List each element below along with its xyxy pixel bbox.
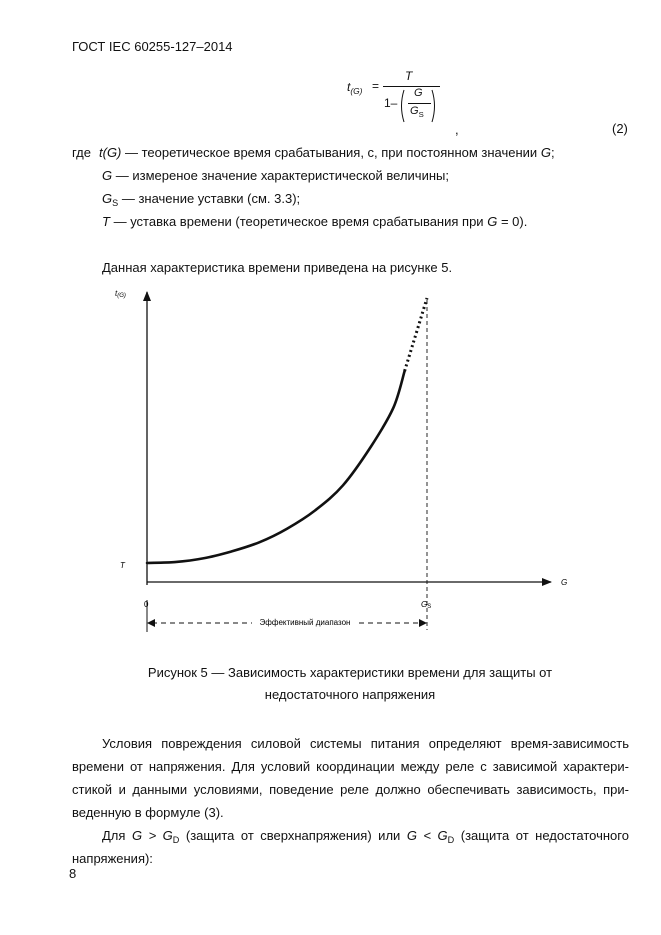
- formula-one-minus: 1–: [384, 96, 398, 110]
- y-tick-label: T: [120, 561, 125, 570]
- curve-solid-series: [147, 371, 405, 563]
- y-axis-label: t(G): [115, 289, 126, 299]
- page-number: 8: [69, 866, 77, 881]
- paragraph-line: стикой и данными условиями, поведение реле должно обеспечивать зависимость, при-: [72, 782, 629, 797]
- formula-comma: ,: [455, 122, 459, 137]
- formula-inner-denominator: $G_S$: [410, 105, 424, 119]
- data-point-dotted-1: [413, 343, 414, 344]
- paragraph-line: Для $G > G_D$ (защита от сверхнапряжения) или $G < G_D$ (защита от недостаточного: [102, 828, 629, 845]
- paragraph-line: Условия повреждения силовой системы питания определяют время-зависимость: [102, 736, 629, 751]
- document-code: ГОСТ IEC 60255-127–2014: [72, 39, 233, 54]
- legend-item: G — измереное значение характеристической величины;: [102, 168, 449, 183]
- figure-caption-line-2: недостаточного напряжения: [264, 687, 436, 702]
- formula-number: (2): [612, 121, 628, 136]
- body-paragraph-2: [72, 824, 629, 870]
- figure-intro-text: Данная характеристика времени приведена на рисунке 5.: [102, 260, 453, 275]
- curve-dotted-series: [405, 298, 427, 371]
- range-left-arrow: [147, 619, 155, 627]
- legend-item: $G_S$ — значение уставки (см. 3.3);: [102, 191, 301, 208]
- x-setting-label: GS: [421, 600, 432, 610]
- range-right-arrow: [419, 619, 427, 627]
- figure-caption-line-1: Рисунок 5 — Зависимость характеристики времени для защиты от: [147, 665, 553, 680]
- paragraph-line: веденную в формуле (3).: [72, 805, 224, 820]
- formula-numerator: T: [405, 69, 413, 83]
- formula-lhs: $t_{(G)}$: [347, 80, 363, 96]
- paragraph-line: времени от напряжения. Для условий координации между реле с зависимой характери-: [72, 759, 629, 774]
- legend-item: T — уставка времени (теоретическое время срабатывания при G = 0).: [102, 214, 528, 229]
- effective-range-label: Эффективный диапазон: [259, 618, 351, 627]
- legend-intro: где: [72, 145, 91, 160]
- legend-item: t(G) — теоретическое время срабатывания, с, при постоянном значении G;: [99, 145, 555, 160]
- x-axis-label: G: [561, 578, 568, 587]
- paragraph-line: напряжения):: [72, 851, 153, 866]
- formula-equals: =: [372, 79, 380, 93]
- body-paragraph-1: [72, 732, 629, 824]
- formula-inner-numerator: G: [414, 87, 423, 99]
- x-origin-label: 0: [144, 600, 149, 609]
